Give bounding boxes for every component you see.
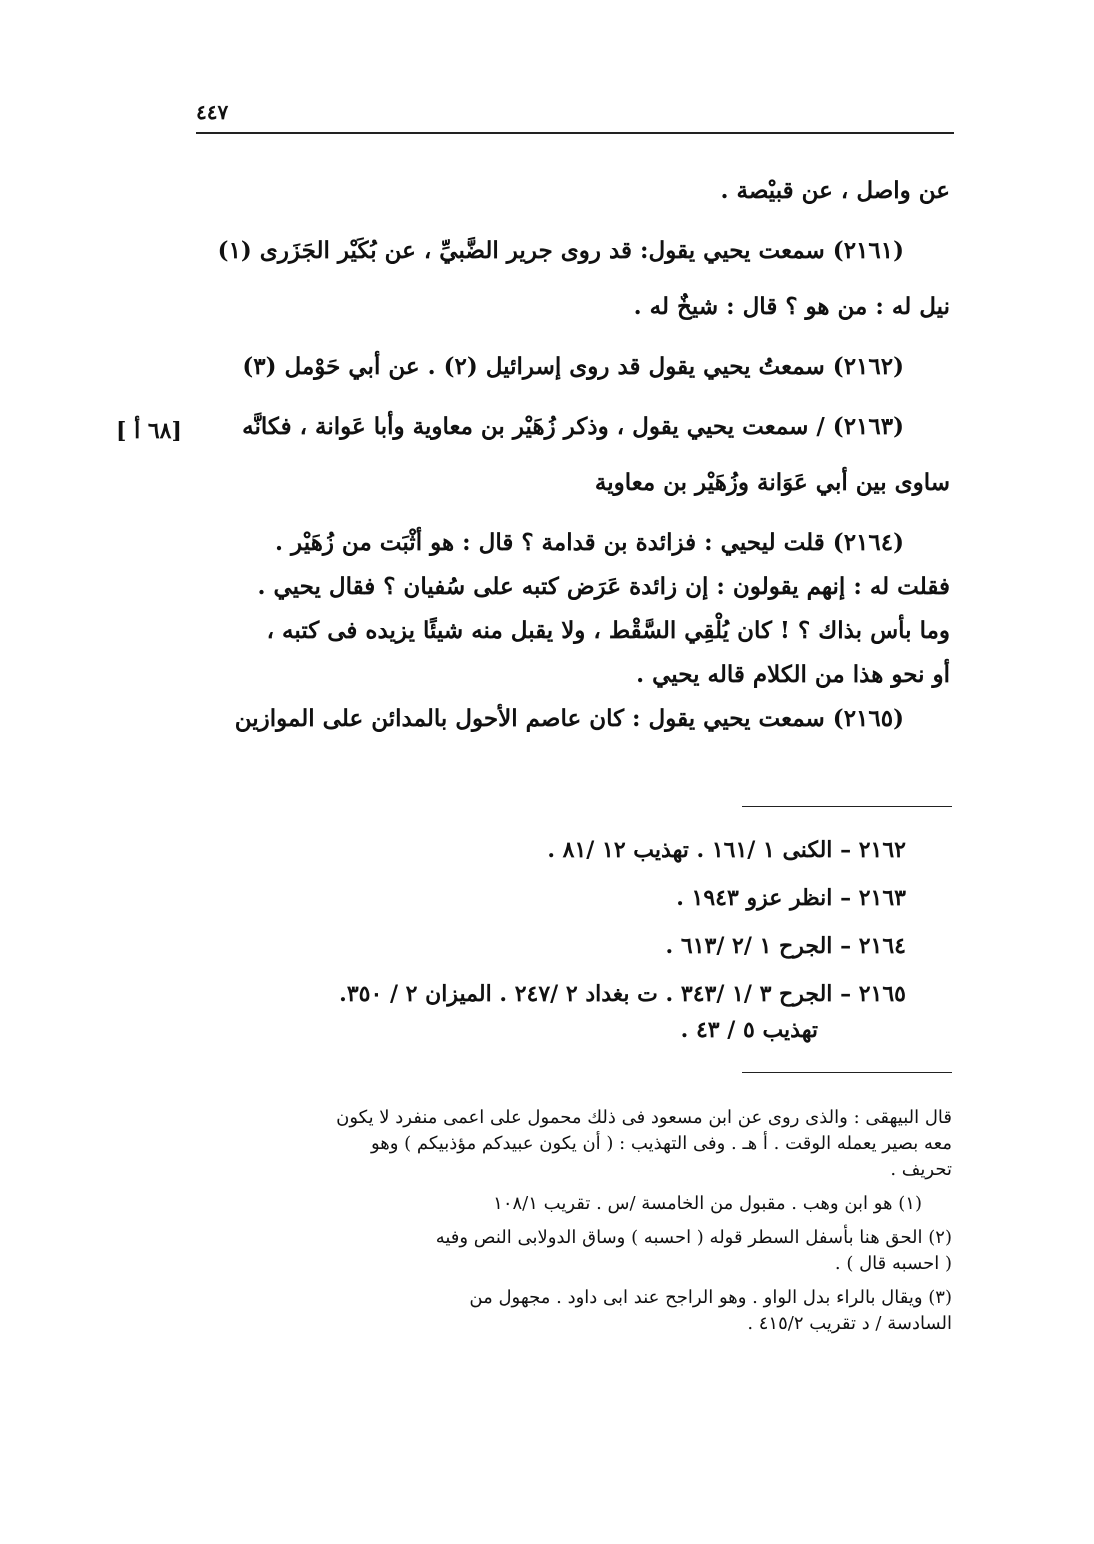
entry-2164: (٢١٦٤) قلت ليحيي : فزائدة بن قدامة ؟ قال : هو أثْبَت من زُهَيْر .	[275, 529, 904, 556]
reference-line: ٢١٦٤ – الجرح ١ /٢ /٦١٣ .	[665, 933, 906, 959]
footnote-line: قال البيهقى : والذى روى عن ابن مسعود فى ذلك محمول على اعمى منفرد لا يكون	[336, 1107, 952, 1128]
text-line: عن واصل ، عن قبيْصة .	[720, 177, 950, 204]
footnotes	[196, 1106, 952, 1338]
footnote-line: معه بصير يعمله الوقت . أ هـ . وفى التهذيب : ( أن يكون عبيدكم مؤذبيكم ) وهو	[370, 1133, 952, 1154]
footnote-1: (١) هو ابن وهب . مقبول من الخامسة /س . تقريب ١٠٨/١	[493, 1193, 922, 1214]
footnote-3: (٣) ويقال بالراء بدل الواو . وهو الراجح عند ابى داود . مجهول من	[469, 1287, 952, 1308]
footnote-line: تحريف .	[890, 1159, 952, 1180]
text-line: أو نحو هذا من الكلام قاله يحيي .	[636, 661, 950, 688]
footnote-2: (٢) الحق هنا بأسفل السطر قوله ( احسبه ) وساق الدولابى النص وفيه	[435, 1227, 952, 1248]
reference-line: تهذيب ٥ / ٤٣ .	[680, 1017, 818, 1043]
reference-list	[212, 836, 906, 1064]
text-line: نيل له : من هو ؟ قال : شيخٌ له .	[633, 293, 950, 320]
footnotes-separator	[742, 1072, 952, 1073]
entry-2161: (٢١٦١) سمعت يحيي يقول: قد روى جرير الضَّبيِّ ، عن بُكَيْر الجَزَرى (١)	[217, 237, 904, 264]
entry-2165: (٢١٦٥) سمعت يحيي يقول : كان عاصم الأحول بالمدائن على الموازين	[234, 705, 904, 732]
text-line: وما بأس بذاك ؟ ! كان يُلْقِي السَّقْط ، ولا يقبل منه شيئًا يزيده فى كتبه ،	[266, 617, 950, 644]
reference-line: ٢١٦٢ – الكنى ١ /١٦١ . تهذيب ١٢ /٨١ .	[547, 837, 906, 863]
footnote-line: ( احسبه قال ) .	[834, 1253, 952, 1274]
reference-line: ٢١٦٥ – الجرح ٣ /١ /٣٤٣ . ت بغداد ٢ /٢٤٧ . الميزان ٢ / ٣٥٠.	[339, 981, 906, 1007]
refs-separator	[742, 806, 952, 807]
header-rule	[196, 132, 954, 134]
margin-folio-note: [ ٦٨ أ]	[116, 418, 182, 444]
page-number: ٤٤٧	[196, 100, 229, 124]
reference-line: ٢١٦٣ – انظر عزو ١٩٤٣ .	[676, 885, 906, 911]
footnote-line: السادسة / د تقريب ٤١٥/٢ .	[747, 1313, 952, 1334]
main-text	[208, 176, 950, 734]
entry-2162: (٢١٦٢) سمعتُ يحيي يقول قد روى إسرائيل (٢) . عن أبي حَوْمل (٣)	[242, 353, 904, 380]
text-line: ساوى بين أبي عَوَانة وزُهَيْر بن معاوية	[594, 469, 950, 496]
entry-2163: (٢١٦٣) / سمعت يحيي يقول ، وذكر زُهَيْر بن معاوية وأبا عَوانة ، فكانَّه	[242, 413, 904, 440]
text-line: فقلت له : إنهم يقولون : إن زائدة عَرَض كتبه على سُفيان ؟ فقال يحيي .	[257, 573, 950, 600]
